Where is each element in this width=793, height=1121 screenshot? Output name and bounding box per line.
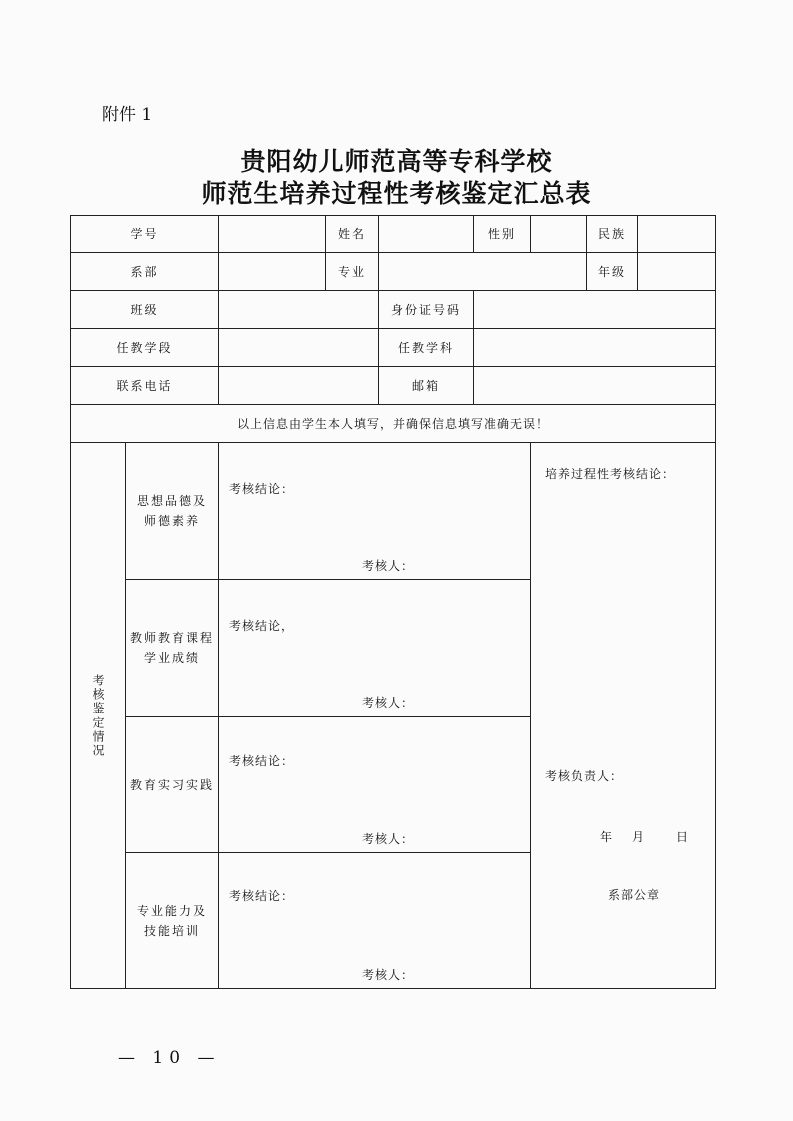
assessor-label: 考核人： xyxy=(362,696,415,710)
name-field[interactable] xyxy=(379,216,473,252)
category-morality: 思想品德及 师德素养 xyxy=(136,494,207,528)
attachment-label: 附件 1 xyxy=(102,105,153,125)
major-label: 专业 xyxy=(337,264,366,279)
department-field[interactable] xyxy=(219,253,325,290)
student-id-label: 学号 xyxy=(130,227,159,241)
assessor-label: 考核人： xyxy=(362,968,415,982)
summary-conclusion-label: 培养过程性考核结论： xyxy=(545,467,676,481)
conclusion-label: 考核结论， xyxy=(229,619,295,633)
ethnicity-field[interactable] xyxy=(638,216,715,252)
id-number-label: 身份证号码 xyxy=(390,302,461,317)
conclusion-field-courses[interactable] xyxy=(219,637,530,687)
student-id-field[interactable] xyxy=(219,216,325,252)
conclusion-label: 考核结论： xyxy=(229,754,295,768)
conclusion-field-morality[interactable] xyxy=(219,500,530,550)
conclusion-field-practice[interactable] xyxy=(219,772,530,822)
phone-field[interactable] xyxy=(219,367,378,404)
department-label: 系部 xyxy=(130,264,159,279)
gender-label: 性别 xyxy=(487,227,516,241)
class-label: 班级 xyxy=(130,302,159,317)
category-skills: 专业能力及 技能培训 xyxy=(136,903,207,938)
teaching-stage-field[interactable] xyxy=(219,329,378,366)
name-label: 姓名 xyxy=(337,227,366,241)
gender-field[interactable] xyxy=(531,216,586,252)
teaching-subject-field[interactable] xyxy=(474,329,715,366)
notice-text: 以上信息由学生本人填写，并确保信息填写准确无误！ xyxy=(236,416,549,431)
grade-label: 年级 xyxy=(597,264,626,279)
category-practice: 教育实习实践 xyxy=(129,777,214,792)
grade-field[interactable] xyxy=(638,253,715,290)
class-field[interactable] xyxy=(219,291,378,328)
category-courses: 教师教育课程 学业成绩 xyxy=(129,631,214,665)
date-year-label: 年 xyxy=(600,830,614,844)
assessor-label: 考核人： xyxy=(362,832,415,846)
department-seal-label: 系部公章 xyxy=(608,888,661,902)
date-month-label: 月 xyxy=(632,830,646,844)
email-label: 邮箱 xyxy=(411,378,440,393)
phone-label: 联系电话 xyxy=(116,378,173,393)
section-label: 考核鉴定情况 xyxy=(91,673,105,758)
teaching-stage-label: 任教学段 xyxy=(116,340,173,355)
conclusion-label: 考核结论： xyxy=(229,889,295,903)
page-number: — 10 — xyxy=(118,1048,221,1068)
email-field[interactable] xyxy=(474,367,715,404)
teaching-subject-label: 任教学科 xyxy=(397,340,454,355)
ethnicity-label: 民族 xyxy=(597,227,626,241)
conclusion-field-skills[interactable] xyxy=(219,907,530,957)
conclusion-label: 考核结论： xyxy=(229,482,295,496)
major-field[interactable] xyxy=(379,253,586,290)
school-title: 贵阳幼儿师范高等专科学校 xyxy=(240,147,553,176)
assessor-label: 考核人： xyxy=(362,559,415,573)
date-day-label: 日 xyxy=(676,830,690,844)
responsible-person-label: 考核负责人： xyxy=(545,769,624,783)
form-title: 师范生培养过程性考核鉴定汇总表 xyxy=(201,179,592,208)
id-number-field[interactable] xyxy=(474,291,715,328)
